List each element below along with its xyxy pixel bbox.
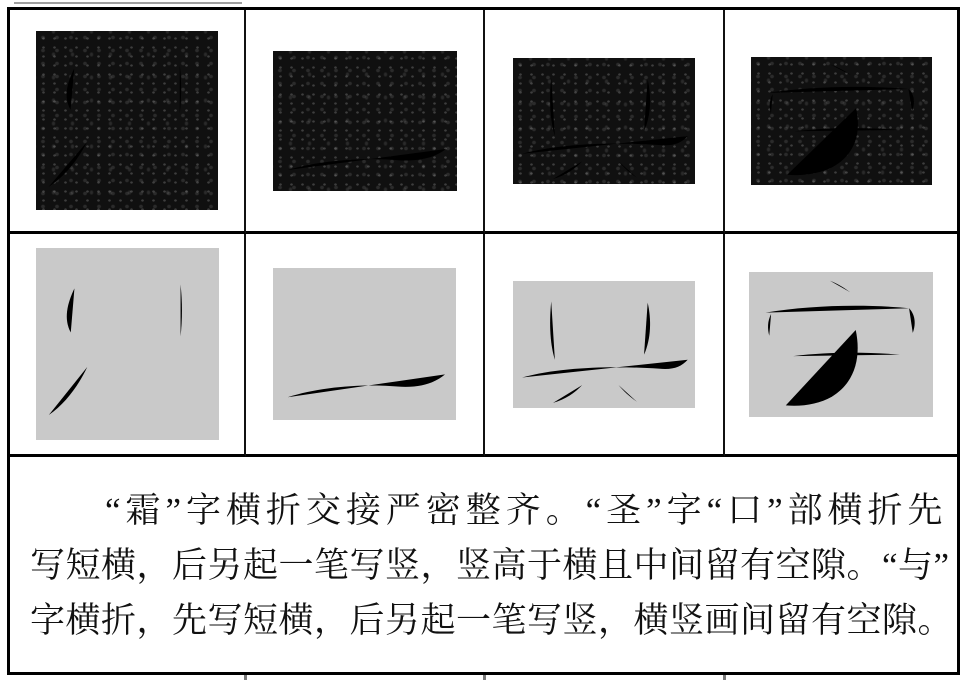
calligraphy-glyph-shuang: [36, 31, 218, 210]
model-image-yu-universe: [749, 272, 933, 417]
rubbing-cell-shuang: [10, 10, 246, 234]
scan-artifact-divider-stub: [483, 675, 486, 680]
model-image-sheng: [273, 268, 456, 420]
model-cell-sheng: [246, 234, 485, 457]
calligraphy-glyph-sheng: [273, 51, 457, 191]
calligraphy-glyph-yu-universe: [749, 272, 933, 417]
calligraphy-glyph-sheng: [273, 268, 456, 420]
rubbing-image-yu-universe: [751, 57, 932, 185]
model-image-shuang: [36, 248, 219, 440]
scan-artifact-top-line: [14, 2, 242, 4]
scan-artifact-divider-stub: [244, 675, 247, 680]
caption-line-1: “霜”字横折交接严密整齐。“圣”字“口”部横折先: [105, 491, 943, 530]
calligraphy-glyph-shuang: [36, 248, 219, 440]
rubbing-image-sheng: [273, 51, 457, 191]
rubbing-image-shuang: [36, 31, 218, 210]
rubbing-cell-yu-universe: [725, 10, 957, 234]
rubbing-image-yu-give: [513, 58, 695, 184]
model-cell-yu-universe: [725, 234, 957, 457]
scan-artifact-divider-stub: [723, 675, 726, 680]
caption-line-3: 字横折，先写短横，后另起一笔写竖，横竖画间留有空隙。: [30, 601, 954, 640]
calligraphy-glyph-yu-universe: [751, 57, 932, 185]
calligraphy-glyph-yu-give: [513, 58, 695, 184]
caption: [10, 457, 957, 672]
caption-line-2: 写短横，后另起一笔写竖，竖高于横且中间留有空隙。“与”: [30, 546, 950, 585]
rubbing-cell-yu-give: [485, 10, 725, 234]
calligraphy-glyph-yu-give: [513, 281, 695, 408]
character-table: [7, 7, 960, 675]
model-cell-yu-give: [485, 234, 725, 457]
model-image-yu-give: [513, 281, 695, 408]
rubbing-cell-sheng: [246, 10, 485, 234]
model-cell-shuang: [10, 234, 246, 457]
